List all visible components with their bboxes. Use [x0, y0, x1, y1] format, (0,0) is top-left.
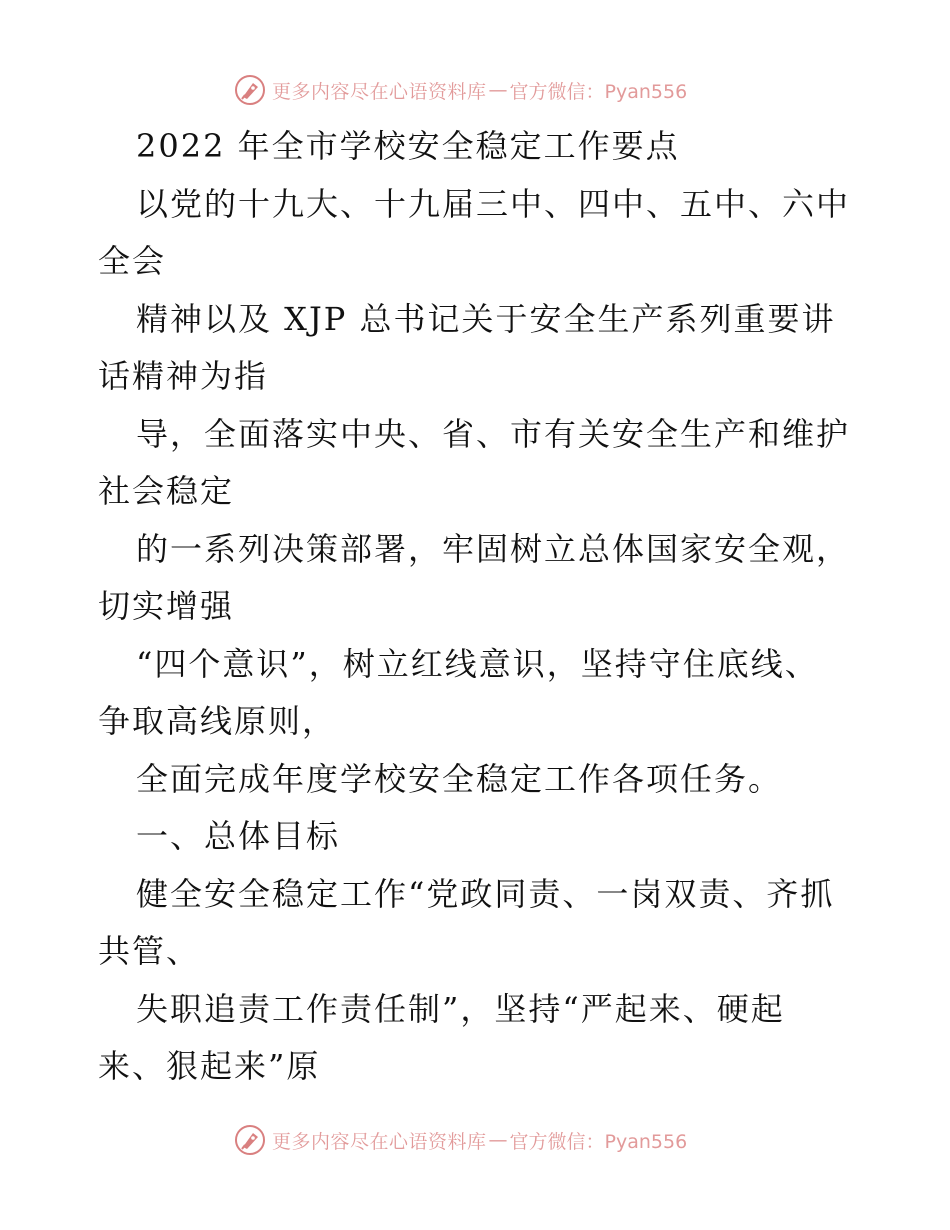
- watermark-site-text: 更多内容尽在心语资料库: [272, 80, 487, 103]
- text-line: 话精神为指: [98, 357, 269, 395]
- text-line: 以党的十九大、十九届三中、四中、五中、六中: [136, 184, 851, 223]
- text-line: 社会稳定: [98, 472, 235, 510]
- text-line: 失职追责工作责任制”，坚持“严起来、硬起: [136, 989, 785, 1028]
- watermark-separator: —: [488, 79, 508, 101]
- watermark-footer: [234, 1122, 687, 1158]
- text-line: 切实增强: [98, 587, 235, 625]
- text-line: 争取高线原则，: [98, 702, 337, 740]
- pen-nib-logo-icon: [234, 74, 266, 106]
- watermark-wechat-text: 官方微信：Pyan556: [509, 80, 688, 103]
- text-line: 的一系列决策部署，牢固树立总体国家安全观，: [136, 529, 851, 568]
- text-line: 健全安全稳定工作“党政同责、一岗双责、齐抓: [136, 874, 835, 913]
- text-line: 全会: [98, 242, 167, 280]
- watermark-wechat-text: 官方微信：Pyan556: [509, 1130, 688, 1153]
- watermark-header: [234, 72, 687, 108]
- text-line: 共管、: [98, 932, 201, 970]
- document-body: [98, 118, 858, 1096]
- text-line: 全面完成年度学校安全稳定工作各项任务。: [136, 759, 783, 798]
- pen-nib-logo-icon: [234, 1124, 266, 1156]
- document-title: 2022 年全市学校安全稳定工作要点: [136, 127, 680, 165]
- watermark-separator: —: [488, 1129, 508, 1151]
- text-line: 精神以及 XJP 总书记关于安全生产系列重要讲: [136, 299, 836, 338]
- text-line: “四个意识”，树立红线意识，坚持守住底线、: [136, 644, 819, 683]
- text-line: 来、狠起来”原: [98, 1047, 321, 1085]
- text-line: 导，全面落实中央、省、市有关安全生产和维护: [136, 414, 851, 453]
- text-line: 一、总体目标: [136, 817, 341, 855]
- watermark-site-text: 更多内容尽在心语资料库: [272, 1130, 487, 1153]
